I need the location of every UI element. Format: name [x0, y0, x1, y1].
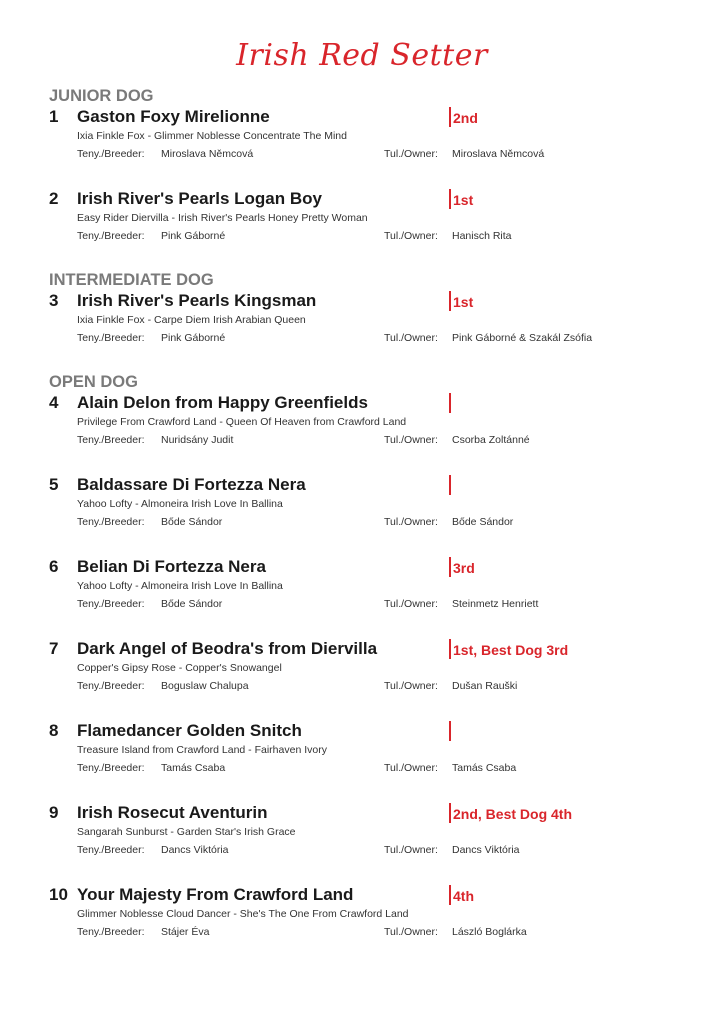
breeder-name: Pink Gáborné	[161, 230, 226, 242]
breeder-label: Teny./Breeder:	[77, 230, 145, 242]
entry	[49, 188, 699, 270]
breeder-label: Teny./Breeder:	[77, 762, 145, 774]
entry	[49, 638, 699, 720]
entry	[49, 884, 699, 966]
breeder-name: Tamás Csaba	[161, 762, 226, 774]
result-text: 1st	[453, 192, 474, 208]
owner-name: Dancs Viktória	[452, 844, 520, 856]
breeder-name: Stájer Éva	[161, 926, 210, 938]
section-junior-dog	[49, 86, 699, 270]
breeder-label: Teny./Breeder:	[77, 148, 145, 160]
pedigree: Treasure Island from Crawford Land - Fairhaven Ivory	[77, 744, 327, 756]
breeder-name: Bőde Sándor	[161, 598, 223, 610]
entry-number: 8	[49, 721, 59, 740]
entry-number: 5	[49, 475, 59, 494]
entry-number: 10	[49, 885, 68, 904]
breeder-name: Dancs Viktória	[161, 844, 229, 856]
owner-name: Pink Gáborné & Szakál Zsófia	[452, 332, 593, 344]
breeder-name: Boguslaw Chalupa	[161, 680, 249, 692]
owner-label: Tul./Owner:	[384, 680, 438, 692]
entry	[49, 290, 699, 372]
result-text: 1st	[453, 294, 474, 310]
dog-name: Your Majesty From Crawford Land	[77, 885, 354, 904]
dog-name: Irish River's Pearls Kingsman	[77, 291, 317, 310]
breeder-name: Miroslava Němcová	[161, 148, 254, 160]
entry-number: 7	[49, 639, 59, 658]
pedigree: Ixia Finkle Fox - Carpe Diem Irish Arabian Queen	[77, 314, 306, 326]
result-marker	[449, 803, 451, 823]
breeder-label: Teny./Breeder:	[77, 516, 145, 528]
dog-name: Irish River's Pearls Logan Boy	[77, 189, 322, 208]
section-heading: INTERMEDIATE DOG	[49, 271, 214, 289]
dog-name: Alain Delon from Happy Greenfields	[77, 393, 368, 412]
pedigree: Privilege From Crawford Land - Queen Of Heaven from Crawford Land	[77, 416, 407, 428]
breeder-label: Teny./Breeder:	[77, 434, 145, 446]
entry	[49, 720, 699, 802]
section-heading: OPEN DOG	[49, 373, 138, 391]
owner-label: Tul./Owner:	[384, 230, 438, 242]
entry-number: 6	[49, 557, 59, 576]
dog-name: Baldassare Di Fortezza Nera	[77, 475, 306, 494]
result-marker	[449, 291, 451, 311]
breeder-name: Bőde Sándor	[161, 516, 223, 528]
result-marker	[449, 639, 451, 659]
page-title: Irish Red Setter	[236, 38, 488, 73]
owner-name: Miroslava Němcová	[452, 148, 545, 160]
pedigree: Sangarah Sunburst - Garden Star's Irish Grace	[77, 826, 296, 838]
breeder-name: Pink Gáborné	[161, 332, 226, 344]
result-marker	[449, 885, 451, 905]
pedigree: Yahoo Lofty - Almoneira Irish Love In Ballina	[77, 498, 283, 510]
result-marker	[449, 189, 451, 209]
result-text: 2nd	[453, 110, 478, 126]
entry-number: 4	[49, 393, 59, 412]
owner-label: Tul./Owner:	[384, 516, 438, 528]
result-marker	[449, 557, 451, 577]
owner-label: Tul./Owner:	[384, 762, 438, 774]
breeder-label: Teny./Breeder:	[77, 332, 145, 344]
section-heading: JUNIOR DOG	[49, 87, 154, 105]
entry	[49, 474, 699, 556]
result-marker	[449, 721, 451, 741]
dog-name: Belian Di Fortezza Nera	[77, 557, 266, 576]
result-marker	[449, 107, 451, 127]
entry	[49, 392, 699, 474]
owner-label: Tul./Owner:	[384, 926, 438, 938]
result-marker	[449, 393, 451, 413]
pedigree: Ixia Finkle Fox - Glimmer Noblesse Concentrate The Mind	[77, 130, 347, 142]
owner-name: Hanisch Rita	[452, 230, 512, 242]
dog-name: Irish Rosecut Aventurin	[77, 803, 268, 822]
owner-name: Csorba Zoltánné	[452, 434, 530, 446]
owner-label: Tul./Owner:	[384, 434, 438, 446]
owner-label: Tul./Owner:	[384, 332, 438, 344]
section-open-dog	[49, 372, 699, 966]
owner-name: László Boglárka	[452, 926, 527, 938]
entry	[49, 556, 699, 638]
breeder-name: Nuridsány Judit	[161, 434, 234, 446]
pedigree: Yahoo Lofty - Almoneira Irish Love In Ballina	[77, 580, 283, 592]
result-text: 3rd	[453, 560, 475, 576]
owner-label: Tul./Owner:	[384, 148, 438, 160]
result-text: 2nd, Best Dog 4th	[453, 806, 573, 822]
entry	[49, 106, 699, 188]
result-marker	[449, 475, 451, 495]
breeder-label: Teny./Breeder:	[77, 844, 145, 856]
result-text: 1st, Best Dog 3rd	[453, 642, 569, 658]
entry-number: 3	[49, 291, 59, 310]
owner-name: Steinmetz Henriett	[452, 598, 539, 610]
dog-name: Dark Angel of Beodra's from Diervilla	[77, 639, 378, 658]
results-list	[49, 86, 699, 966]
entry	[49, 802, 699, 884]
pedigree: Glimmer Noblesse Cloud Dancer - She's The One From Crawford Land	[77, 908, 409, 920]
dog-name: Gaston Foxy Mirelionne	[77, 107, 270, 126]
entry-number: 2	[49, 189, 59, 208]
entry-number: 9	[49, 803, 59, 822]
pedigree: Easy Rider Diervilla - Irish River's Pearls Honey Pretty Woman	[77, 212, 368, 224]
section-intermediate-dog	[49, 270, 699, 372]
owner-name: Tamás Csaba	[452, 762, 517, 774]
breeder-label: Teny./Breeder:	[77, 680, 145, 692]
entry-number: 1	[49, 107, 59, 126]
owner-label: Tul./Owner:	[384, 598, 438, 610]
pedigree: Copper's Gipsy Rose - Copper's Snowangel	[77, 662, 282, 674]
breeder-label: Teny./Breeder:	[77, 926, 145, 938]
dog-name: Flamedancer Golden Snitch	[77, 721, 302, 740]
owner-name: Bőde Sándor	[452, 516, 514, 528]
breeder-label: Teny./Breeder:	[77, 598, 145, 610]
result-text: 4th	[453, 888, 474, 904]
owner-label: Tul./Owner:	[384, 844, 438, 856]
owner-name: Dušan Rauški	[452, 680, 518, 692]
